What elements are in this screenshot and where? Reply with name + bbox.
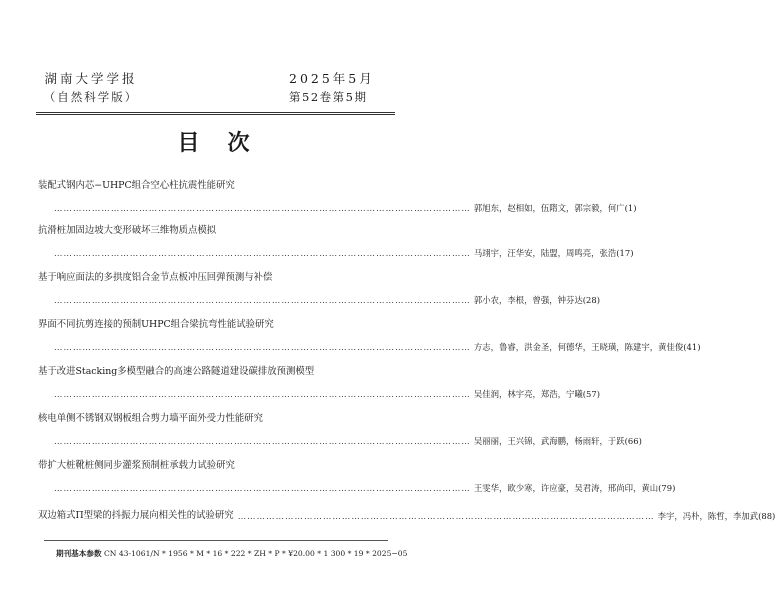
article-authors-page: 吴丽丽，王兴锦，武海鹏，杨雨轩，于跃(66) — [473, 436, 642, 446]
article-title[interactable]: 基于响应面法的多拱度铝合金节点板冲压回弹预测与补偿 — [38, 272, 273, 283]
journal-name: 湖南大学学报 — [44, 71, 138, 86]
toc-entry[interactable] — [38, 180, 637, 214]
toc-entry[interactable] — [38, 272, 600, 306]
article-authors-page: 郭旭东，赵相如，伍隋文，郭宗毅，何广(1) — [473, 203, 637, 213]
journal-edition: （自然科学版） — [43, 90, 139, 104]
leader-dots: …………………………………………………………………………………………………………………… — [237, 511, 655, 521]
header-divider-top — [36, 112, 395, 113]
toc-entry[interactable] — [38, 510, 775, 522]
article-authors-page: 王雯华，欧少寒，许应豪，吴君涛，邢尚印，黄山(79) — [473, 483, 676, 493]
issue-volume: 第52卷第5期 — [289, 90, 368, 104]
leader-dots: …………………………………………………………………………………………………………………… — [54, 483, 471, 493]
header-divider-bottom — [36, 114, 395, 115]
article-title[interactable]: 界面不同抗剪连接的预制UHPC组合梁抗弯性能试验研究 — [38, 319, 274, 330]
journal-parameters-label: 期刊基本参数 — [56, 549, 102, 558]
article-title[interactable]: 带扩大桩靴桩侧同步灌浆预制桩承载力试验研究 — [38, 460, 235, 471]
article-authors-page: 郭小农，李根，曾强，钟芬达(28) — [473, 295, 600, 305]
article-title[interactable]: 装配式钢内芯−UHPC组合空心柱抗震性能研究 — [38, 180, 235, 191]
leader-dots: …………………………………………………………………………………………………………………… — [54, 203, 471, 213]
article-authors-page: 马翊宇，汪华安，陆盟，周鸣亮，张浩(17) — [473, 248, 634, 258]
toc-entry[interactable] — [38, 413, 642, 447]
toc-entry[interactable] — [38, 460, 676, 494]
journal-header-left — [42, 70, 140, 106]
leader-dots: …………………………………………………………………………………………………………………… — [54, 342, 471, 352]
article-title[interactable]: 抗滑桩加固边坡大变形破坏三维物质点模拟 — [38, 225, 217, 236]
toc-entry[interactable] — [38, 225, 634, 259]
journal-header-right — [289, 70, 385, 106]
toc-entry[interactable] — [38, 319, 701, 353]
leader-dots: …………………………………………………………………………………………………………………… — [54, 248, 471, 258]
issue-date: 2025年5月 — [289, 71, 375, 86]
article-title[interactable]: 基于改进Stacking多模型融合的高速公路隧道建设碳排放预测模型 — [38, 366, 315, 377]
article-title[interactable]: 双边箱式Π型梁的抖振力展向相关性的试验研究 — [38, 510, 234, 521]
journal-parameters — [56, 548, 407, 559]
journal-parameters-text: CN 43-1061/N * 1956 * M * 16 * 222 * ZH * P * ¥20.00 * 1 300 * 19 * 2025−05 — [103, 549, 408, 558]
leader-dots: …………………………………………………………………………………………………………………… — [54, 436, 471, 446]
article-title[interactable]: 核电单侧不锈钢双钢板组合剪力墙平面外受力性能研究 — [38, 413, 264, 424]
article-authors-page: 方志，鲁睿，洪金圣，何德华，王晓璜，陈建宇，黄佳俊(41) — [473, 342, 701, 352]
leader-dots: …………………………………………………………………………………………………………………… — [54, 389, 471, 399]
footer-divider — [44, 540, 388, 541]
article-authors-page: 吴佳润，林宇亮，郑浩，宁曦(57) — [473, 389, 600, 399]
article-authors-page: 李宇，冯朴，陈哲，李加武(88) — [657, 511, 775, 521]
toc-entry[interactable] — [38, 366, 600, 400]
leader-dots: …………………………………………………………………………………………………………………… — [54, 295, 471, 305]
toc-title: 目次 — [177, 130, 278, 156]
